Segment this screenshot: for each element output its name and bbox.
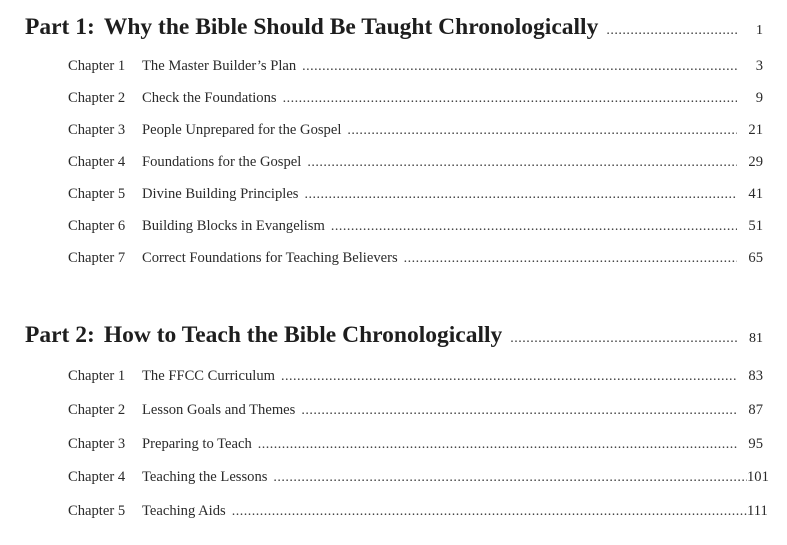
- page-number: 3: [755, 58, 763, 74]
- page-number: 21: [748, 122, 763, 138]
- dot-leader: [273, 470, 747, 486]
- dot-leader: [304, 187, 737, 203]
- chapter-label: Chapter 2: [68, 402, 126, 418]
- page-number: 51: [748, 218, 763, 234]
- part-label: Part 2:: [25, 322, 95, 348]
- toc-chapter-entry[interactable]: [68, 402, 763, 419]
- dot-leader: [283, 91, 737, 107]
- page-number: 101: [747, 469, 769, 485]
- part-title: [25, 14, 606, 41]
- toc-chapter-entry[interactable]: [68, 154, 763, 171]
- chapter-label: Chapter 5: [68, 186, 126, 202]
- part-label: Part 1:: [25, 14, 95, 40]
- chapter-title: The FFCC Curriculum: [142, 368, 275, 384]
- chapter-label: Chapter 5: [68, 503, 126, 519]
- page-number: 41: [748, 186, 763, 202]
- chapter-title: Teaching the Lessons: [142, 469, 268, 485]
- toc-chapter-entry[interactable]: [68, 122, 763, 139]
- chapter-label: Chapter 7: [68, 250, 126, 266]
- chapter-label: Chapter 2: [68, 90, 126, 106]
- chapter-label: Chapter 4: [68, 154, 126, 170]
- part-name: How to Teach the Bible Chronologically: [103, 322, 503, 348]
- dot-leader: [232, 504, 747, 520]
- chapter-label: Chapter 6: [68, 218, 126, 234]
- chapter-title: Correct Foundations for Teaching Believers: [142, 250, 398, 266]
- chapter-title: People Unprepared for the Gospel: [142, 122, 342, 138]
- dot-leader: [281, 369, 737, 385]
- dot-leader: [510, 331, 737, 347]
- toc-chapter-entry[interactable]: [68, 186, 763, 203]
- chapter-title: Divine Building Principles: [142, 186, 299, 202]
- dot-leader: [301, 403, 737, 419]
- page-number: 87: [748, 402, 763, 418]
- page-number: 83: [748, 368, 763, 384]
- chapter-label: Chapter 3: [68, 436, 126, 452]
- page-number: 81: [749, 331, 763, 346]
- chapter-label: Chapter 1: [68, 368, 126, 384]
- chapter-title: Lesson Goals and Themes: [142, 402, 296, 418]
- dot-leader: [331, 219, 737, 235]
- part-title: [25, 322, 510, 349]
- page-number: 1: [756, 23, 763, 38]
- chapter-label: Chapter 4: [68, 469, 126, 485]
- dot-leader: [606, 23, 737, 39]
- toc-chapter-entry[interactable]: [68, 90, 763, 107]
- toc-chapter-entry[interactable]: [68, 58, 763, 75]
- dot-leader: [404, 251, 737, 267]
- toc-chapter-entry[interactable]: [68, 469, 769, 486]
- toc-chapter-entry[interactable]: [68, 368, 763, 385]
- page-number: 9: [755, 90, 763, 106]
- dot-leader: [307, 155, 737, 171]
- part-name: Why the Bible Should Be Taught Chronologically: [103, 14, 599, 40]
- chapter-label: Chapter 3: [68, 122, 126, 138]
- dot-leader: [302, 59, 737, 75]
- dot-leader: [258, 437, 737, 453]
- toc-chapter-entry[interactable]: [68, 250, 763, 267]
- chapter-label: Chapter 1: [68, 58, 126, 74]
- toc-part-heading[interactable]: [25, 322, 763, 349]
- toc-chapter-entry[interactable]: [68, 436, 763, 453]
- page-number: 111: [747, 503, 768, 519]
- page-number: 95: [748, 436, 763, 452]
- toc-chapter-entry[interactable]: [68, 218, 763, 235]
- page-number: 65: [748, 250, 763, 266]
- chapter-title: Check the Foundations: [142, 90, 277, 106]
- chapter-title: Teaching Aids: [142, 503, 226, 519]
- chapter-title: The Master Builder’s Plan: [142, 58, 297, 74]
- page-number: 29: [748, 154, 763, 170]
- dot-leader: [347, 123, 737, 139]
- chapter-title: Preparing to Teach: [142, 436, 252, 452]
- chapter-title: Building Blocks in Evangelism: [142, 218, 325, 234]
- chapter-title: Foundations for the Gospel: [142, 154, 302, 170]
- toc-part-heading[interactable]: [25, 14, 763, 41]
- toc-chapter-entry[interactable]: [68, 503, 768, 520]
